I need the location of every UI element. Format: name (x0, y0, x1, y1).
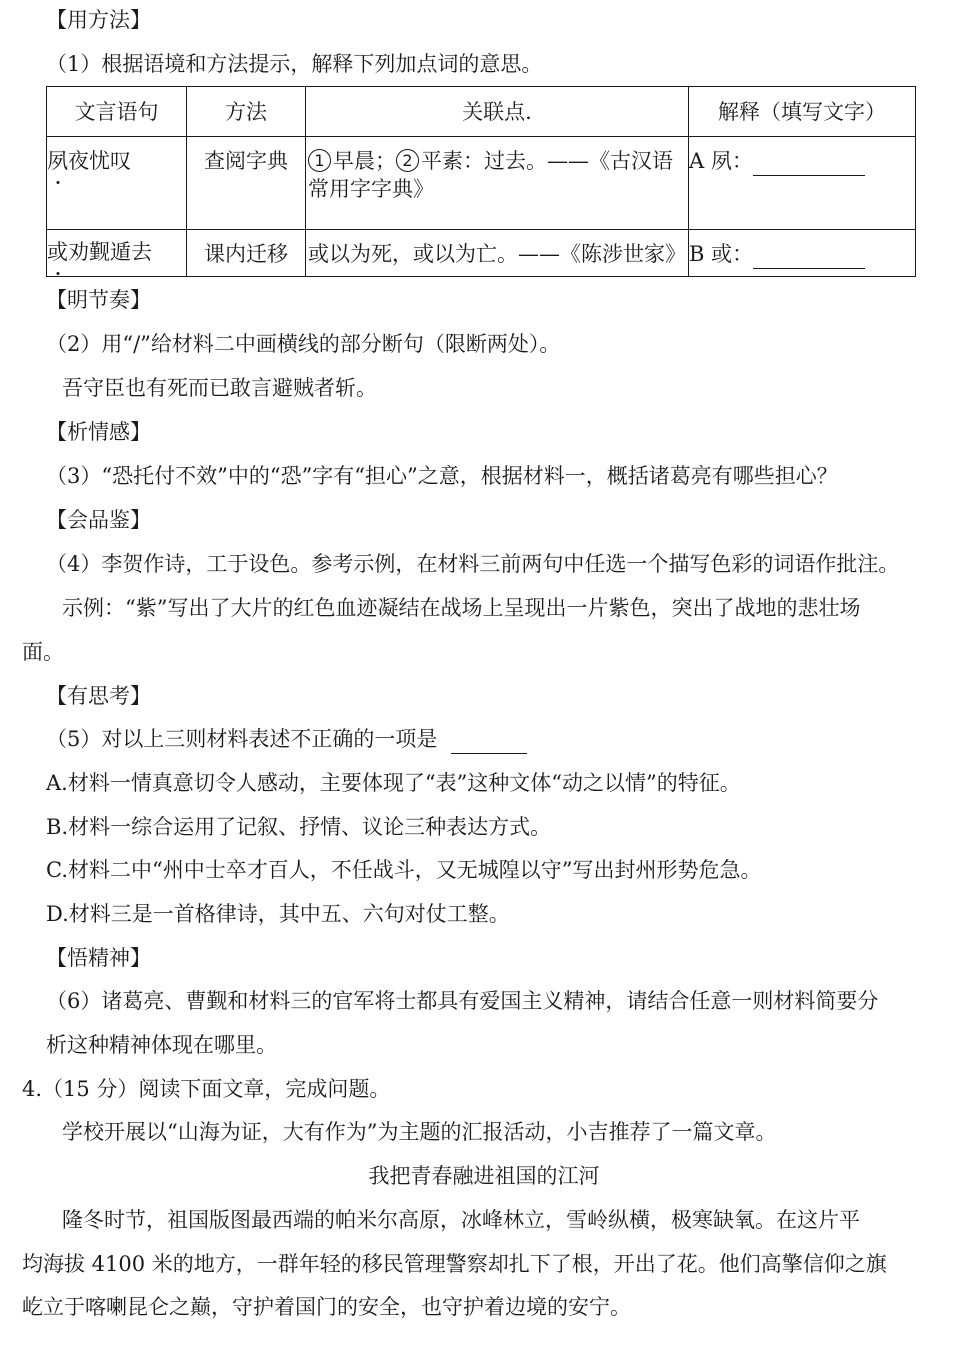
option-c[interactable]: C.材料二中“州中士卒才百人，不任战斗，又无城隍以守”写出封州形势危急。 (46, 858, 762, 882)
section-heading-appreciation: 【会品鉴】 (46, 508, 151, 532)
question-4-example: 示例：“紫”写出了大片的红色血迹凝结在战场上呈现出一片紫色，突出了战地的悲壮场 (62, 596, 861, 620)
row1-sentence (47, 137, 187, 230)
article-paragraph-line: 屹立于喀喇昆仑之巅，守护着国门的安全，也守护着边境的安宁。 (22, 1295, 631, 1319)
row2-answer-label: B 或： (689, 242, 754, 266)
row1-sentence-rest: 夜忧叹 (68, 149, 131, 173)
question-4: （4）李贺作诗，工于设色。参考示例，在材料三前两句中任选一个描写色彩的词语作批注。 (46, 552, 900, 576)
section-heading-emotion: 【析情感】 (46, 420, 151, 444)
option-d[interactable]: D.材料三是一首格律诗，其中五、六句对仗工整。 (46, 902, 510, 926)
option-a[interactable]: A.材料一情真意切令人感动，主要体现了“表”这种文体“动之以情”的特征。 (46, 771, 741, 795)
header-method: 方法 (187, 87, 306, 137)
vocabulary-table (46, 86, 916, 277)
row1-answer (689, 137, 916, 230)
answer-blank-a[interactable] (753, 147, 865, 176)
question-4-main: 4.（15 分）阅读下面文章，完成问题。 (22, 1077, 391, 1101)
option-b[interactable]: B.材料一综合运用了记叙、抒情、议论三种表达方式。 (46, 815, 552, 839)
section-heading-thinking: 【有思考】 (46, 684, 151, 708)
header-explanation: 解释（填写文字） (689, 87, 916, 137)
section-heading-rhythm: 【明节奏】 (46, 288, 151, 312)
row1-relation (306, 137, 689, 230)
row2-answer (689, 230, 916, 277)
circled-number-2: 2 (396, 149, 419, 172)
answer-blank-5[interactable] (451, 725, 527, 754)
answer-blank-b[interactable] (753, 240, 865, 269)
article-title: 我把青春融进祖国的江河 (368, 1164, 600, 1188)
row2-sentence-rest: 劝觐遁去 (68, 240, 152, 264)
header-relation: 关联点. (306, 87, 689, 137)
question-4-example-end: 面。 (22, 640, 64, 664)
article-paragraph-line: 均海拔 4100 米的地方，一群年轻的移民管理警察却扎下了根，开出了花。他们高擎信仰之旗 (22, 1252, 887, 1276)
header-sentence: 文言语句 (47, 87, 187, 137)
dotted-word: 或 (47, 240, 68, 264)
question-5-text: （5）对以上三则材料表述不正确的一项是 (46, 727, 438, 751)
section-heading-spirit: 【悟精神】 (46, 946, 151, 970)
question-2: （2）用“/”给材料二中画横线的部分断句（限断两处）。 (46, 332, 561, 356)
table-row (47, 230, 916, 277)
dotted-word: 夙 (47, 149, 68, 173)
row2-sentence (47, 230, 187, 277)
section-heading-use-method: 【用方法】 (46, 8, 151, 32)
circled-number-1: 1 (308, 149, 331, 172)
question-3: （3）“恐托付不效”中的“恐”字有“担心”之意，根据材料一，概括诸葛亮有哪些担心？ (46, 464, 838, 488)
table-header-row (47, 87, 916, 137)
row1-relation-part1: 早晨； (333, 149, 396, 173)
question-2-text: 吾守臣也有死而已敢言避贼者斩。 (62, 376, 377, 400)
article-paragraph-line: 隆冬时节，祖国版图最西端的帕米尔高原，冰峰林立，雪岭纵横，极寒缺氧。在这片平 (62, 1208, 860, 1232)
row1-relation-part2: 平素：过去。——《古汉语常用字字典》 (308, 149, 673, 201)
question-5 (46, 725, 527, 753)
table-row (47, 137, 916, 230)
row2-method: 课内迁移 (187, 230, 306, 277)
question-6-end: 析这种精神体现在哪里。 (46, 1033, 277, 1057)
row2-relation: 或以为死，或以为亡。——《陈涉世家》 (306, 230, 689, 277)
question-6: （6）诸葛亮、曹觐和材料三的官军将士都具有爱国主义精神，请结合任意一则材料简要分 (46, 989, 879, 1013)
question-1: （1）根据语境和方法提示，解释下列加点词的意思。 (46, 52, 543, 76)
intro-text: 学校开展以“山海为证，大有作为”为主题的汇报活动，小吉推荐了一篇文章。 (62, 1120, 777, 1144)
row1-method: 查阅字典 (187, 137, 306, 230)
row1-answer-label: A 夙： (689, 149, 753, 173)
